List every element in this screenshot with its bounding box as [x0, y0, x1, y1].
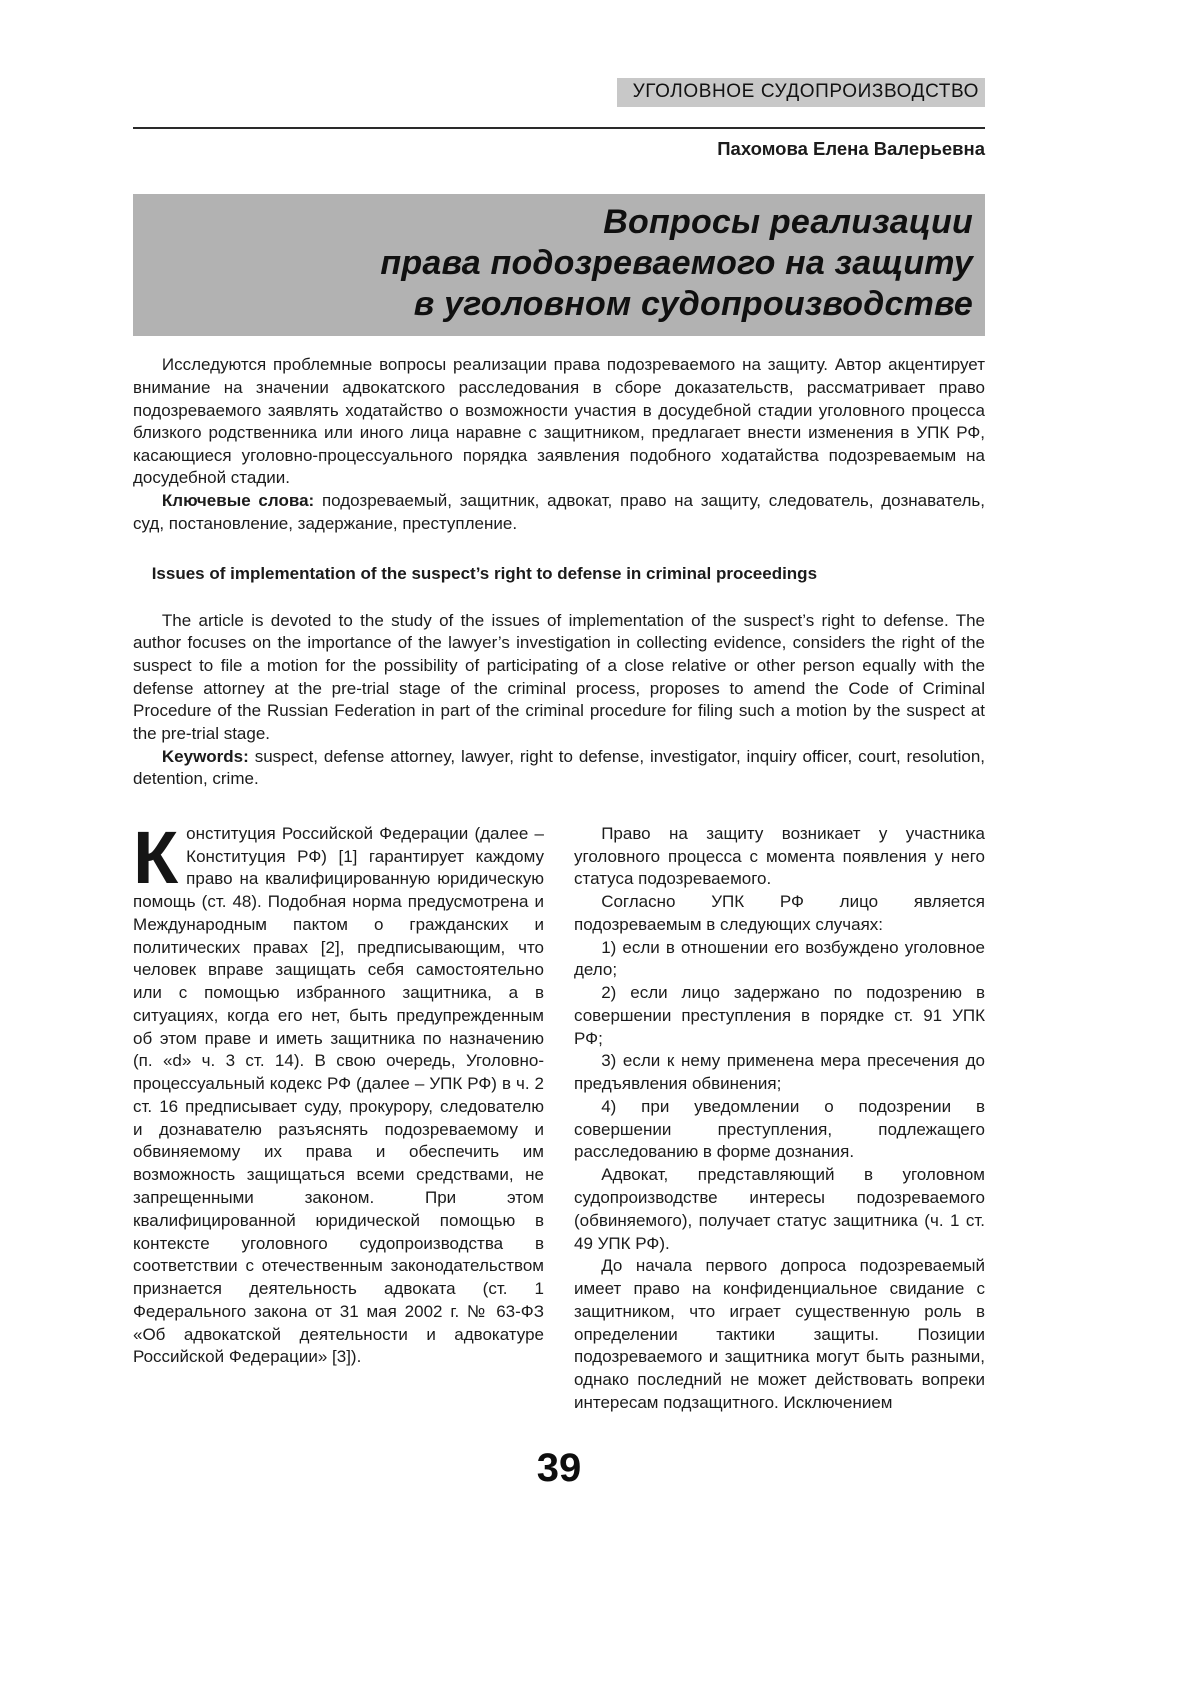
right-column-paragraph: 2) если лицо задержано по подозрению в совершении преступления в порядке ст. 91 УПК РФ; — [574, 983, 985, 1048]
keywords-russian — [133, 490, 985, 535]
page-number: 39 — [536, 1446, 582, 1490]
left-column-paragraph — [133, 815, 544, 1369]
right-column-paragraph: 3) если к нему применена мера пресечения до предъявления обвинения; — [574, 1051, 985, 1094]
left-column-text: онституция Российской Федерации (далее – Конституция РФ) [1] гарантирует каждому право на квалифицированную юридическую помощь (ст. 48). Подобная норма предусмотрена и Международным пактом о гражданских и политических правах [2], предписывающим, что человек вправе защищать себя самостоятельно или с помощью избранного защитника, а в ситуациях, когда его нет, быть предупрежденным об этом праве и иметь защитника по назначению (п. «d» ч. 3 ст. 14). В свою очередь, Уголовно-процессуальный кодекс РФ (далее – УПК РФ) в ч. 2 ст. 16 предписывает суду, прокурору, следователю и дознавателю разъяснять подозреваемому и обвиняемому их права и обеспечить им возможность защищаться всеми средствами, не запрещенными законом. При этом квалифицированной юридической помощью в контексте уголовного судопроизводства в соответствии с отечественным законодательством признается деятельность адвоката (ст. 1 Федерального закона от 31 мая 2002 г. № 63-ФЗ «Об адвокатской деятельности и адвокатуре Российской Федерации» [3]). — [133, 823, 544, 1367]
article-title-line: в уголовном судопроизводстве — [413, 284, 973, 323]
english-title: Issues of implementation of the suspect’s right to defense in criminal proceedings — [151, 564, 818, 584]
article-title-block — [133, 194, 985, 336]
header-rule — [133, 127, 985, 129]
abstract-russian: Исследуются проблемные вопросы реализации права подозреваемого на защиту. Автор акцентирует внимание на значении адвокатского расследования в сборе доказательств, рассматривает право подозреваемого заявлять ходатайство о возможности участия в досудебной стадии уголовного процесса близкого родственника или иного лица наравне с защитником, предлагает внести изменения в УПК РФ, касающиеся уголовно-процессуального порядка заявления подобного ходатайства подозреваемым на досудебной стадии. — [133, 355, 985, 488]
left-column — [133, 815, 544, 1415]
right-column-paragraph: 1) если в отношении его возбуждено уголовное дело; — [574, 937, 985, 980]
right-column — [574, 823, 985, 1415]
dropcap-letter: К — [133, 815, 179, 899]
abstract-english: The article is devoted to the study of the issues of implementation of the suspect’s right to defense. The author focuses on the importance of the lawyer’s investigation in collecting evidence, considers the right of the suspect to file a motion for the possibility of participating of a close relative or other person equally with the defense attorney at the pre-trial stage of the criminal process, proposes to amend the Code of Criminal Procedure of the Russian Federation in part of the criminal procedure for filing such a motion by the suspect at the pre-trial stage. — [133, 610, 985, 743]
right-column-paragraph: Право на защиту возникает у участника уголовного процесса с момента появления у него статуса подозреваемого. — [574, 823, 985, 889]
right-column-paragraph: До начала первого допроса подозреваемый имеет право на конфиденциальное свидание с защитником, что играет существенную роль в определении тактики защиты. Позиции подозреваемого и защитника могут быть разными, однако последний не может действовать вопреки интересам подзащитного. Исключением — [574, 1256, 985, 1412]
section-header-row — [133, 78, 985, 107]
right-column-paragraph: Адвокат, представляющий в уголовном судопроизводстве интересы подозреваемого (обвиняемого), получает статус защитника (ч. 1 ст. 49 УПК РФ). — [574, 1165, 985, 1253]
article-title-line: права подозреваемого на защиту — [380, 243, 973, 282]
keywords-russian-text: подозреваемый, защитник, адвокат, право на защиту, следователь, дознаватель, суд, постановление, задержание, преступление. — [133, 491, 985, 533]
keywords-english-text: suspect, defense attorney, lawyer, right to defense, investigator, inquiry officer, court, resolution, detention, crime. — [133, 746, 985, 789]
keywords-english — [133, 746, 985, 791]
article-title-line: Вопросы реализации — [603, 203, 973, 241]
section-header: УГОЛОВНОЕ СУДОПРОИЗВОДСТВО — [617, 78, 985, 107]
keywords-russian-label: Ключевые слова: — [161, 491, 315, 511]
right-column-paragraph: 4) при уведомлении о подозрении в совершении преступления, подлежащего расследованию в форме дознания. — [574, 1096, 985, 1162]
keywords-english-label: Keywords: — [161, 746, 249, 766]
author-name: Пахомова Елена Валерьевна — [717, 138, 985, 159]
right-column-paragraph: Согласно УПК РФ лицо является подозреваемым в следующих случаях: — [574, 892, 985, 934]
body-columns — [133, 815, 985, 1415]
